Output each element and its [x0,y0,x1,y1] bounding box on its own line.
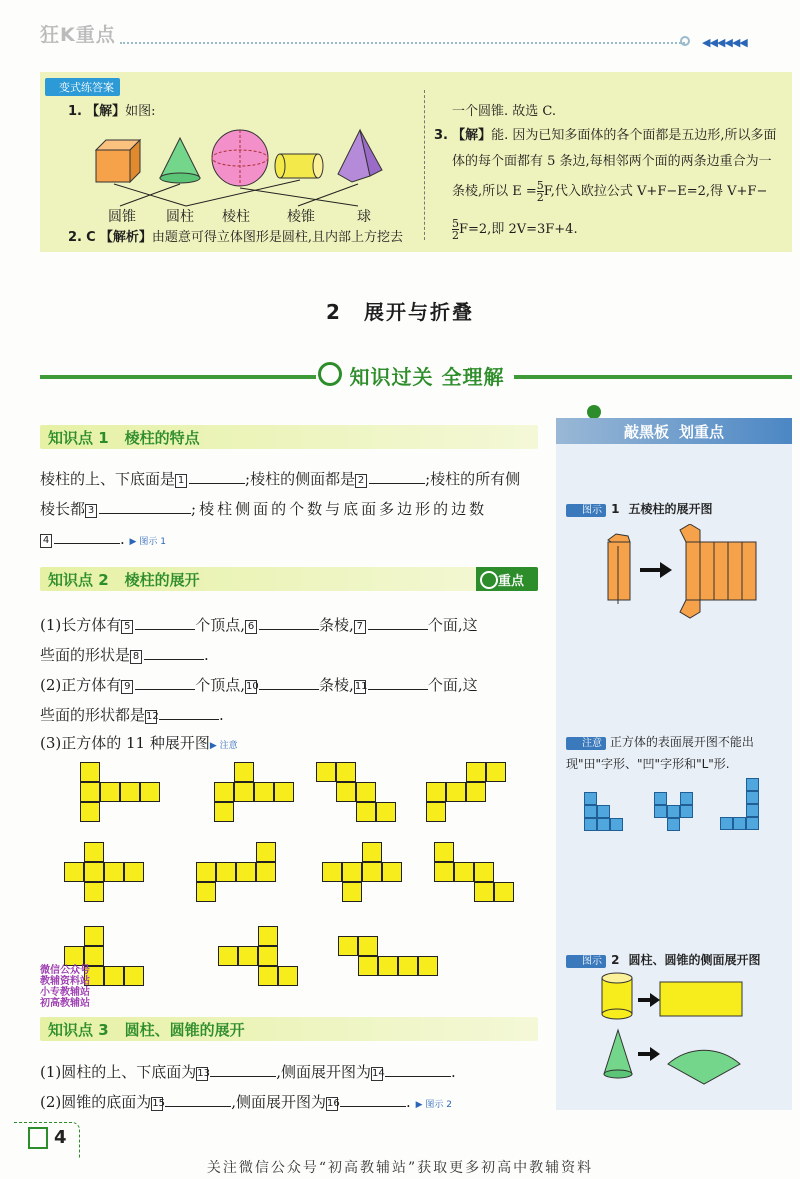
label-sphere: 球 [357,209,371,225]
fig2-tag: 图示 [566,955,606,968]
invalid-net-3-square [746,791,759,804]
arrow-icon [638,1047,660,1061]
invalid-net-2-square [654,792,667,805]
answer-q2: 2. C 【解析】由题意可得立体图形是圆柱,且内部上方挖去 [68,230,403,245]
hint-figure1[interactable]: ▶ 图示 1 [129,537,166,547]
invalid-net-2-square [654,805,667,818]
answer-tag: 变式练答案 [45,78,120,96]
note-tag: 注意 [566,737,606,750]
page-number: 4 [54,1127,67,1148]
fig1-tag: 图示 [566,504,606,517]
kp2-line5: (3)正方体的 11 种展开图▶ 注意 [40,734,238,752]
kp2-header: 知识点 2 棱柱的展开 重点 [40,567,538,591]
invalid-net-2-square [680,805,693,818]
brand-logo: 狂K重点 [40,24,116,46]
label-cone: 圆锥 [108,209,136,225]
answer-q3-line1: 3. 【解】能. 因为已知多面体的各个面都是五边形,所以多面 [434,128,777,143]
answer-q2-cont: 一个圆锥. 故选 C. [452,104,557,119]
kp1-line2: 棱长都 3 ;棱柱侧面的个数与底面多边形的边数 [40,496,487,519]
kp3-line2: (2)圆锥的底面为15 ,侧面展开图为16 . ▶ 图示 2 [40,1089,452,1112]
cone-icon [604,1030,632,1078]
sidebar-header: 敲黑板 划重点 [556,418,792,444]
kp3-line1: (1)圆柱的上、下底面为13 ,侧面展开图为14 . [40,1059,456,1082]
kp2-line1: (1)长方体有 5 个顶点, 6 条棱, 7 个面,这 [40,612,478,635]
answer-q3-line3: 条棱,所以 E = $\frac{5}{2}$ F,代入欧拉公式 V+F−E=2,得 V+F− [452,179,768,204]
kp2-line3: (2)正方体有 9 个顶点,10 条棱,11 个面,这 [40,672,478,695]
kp1-line3: 4 . ▶ 图示 1 [40,526,166,548]
invalid-net-1-square [597,805,610,818]
invalid-net-3-square [746,817,759,830]
answer-q3-line2: 体的每个面都有 5 条边,每相邻两个面的两条边重合为一 [452,154,772,169]
kp2-line4: 些面的形状都是12 . [40,702,224,725]
invalid-net-1-square [584,792,597,805]
kp2-line2: 些面的形状是 8 . [40,642,209,665]
hint-figure2[interactable]: ▶ 图示 2 [415,1100,452,1110]
invalid-net-2-square [667,818,680,831]
invalid-net-3-square [746,804,759,817]
answer-q3-line4: $\frac{5}{2}$ F=2,即 2V=3F+4. [452,217,578,242]
note-box: 注意 正方体的表面展开图不能出 现"田"字形、"凹"字形和"L"形. [566,735,754,771]
compass-icon [28,1127,48,1149]
label-pyramid: 棱锥 [287,209,315,225]
invalid-net-3-square [733,817,746,830]
header-arrows-icon: ◀◀◀◀◀◀ [702,36,747,49]
answer-q1: 1. 【解】如图: [68,104,156,119]
kp1-line1: 棱柱的上、下底面是 1 ;棱柱的侧面都是 2 ;棱柱的所有侧 [40,466,520,489]
label-prism: 棱柱 [222,209,250,225]
hint-note[interactable]: ▶ 注意 [209,741,238,751]
arrow-icon [638,993,660,1007]
footer-text: 关注微信公众号“初高教辅站”获取更多初高中教辅资料 [206,1160,594,1176]
page-number-box [14,1122,80,1158]
kp1-header: 知识点 1 棱柱的特点 [40,425,538,449]
section-title: 2 展开与折叠 [326,300,474,324]
invalid-net-1-square [584,818,597,831]
cylinder-lateral-rect [660,982,742,1016]
invalid-net-2-square [667,805,680,818]
watermark: 微信公众号 教辅资料站 小专教辅站 初高教辅站 [40,965,90,1009]
kp3-header: 知识点 3 圆柱、圆锥的展开 [40,1017,538,1041]
banner-title: 知识过关 全理解 [349,365,505,389]
cylinder-cone-net [598,970,758,1090]
invalid-net-1-square [610,818,623,831]
label-cylinder: 圆柱 [166,209,194,225]
cone-sector [668,1050,740,1084]
fig1-caption: 图示 1 五棱柱的展开图 [566,498,713,517]
invalid-net-2-square [680,792,693,805]
invalid-net-3-square [746,778,759,791]
cylinder-icon [602,973,632,1019]
invalid-net-1-square [584,805,597,818]
invalid-net-1-square [597,818,610,831]
fig2-caption: 图示 2 圆柱、圆锥的侧面展开图 [566,949,761,968]
invalid-net-3-square [720,817,733,830]
key-point-badge: 重点 [476,567,538,591]
